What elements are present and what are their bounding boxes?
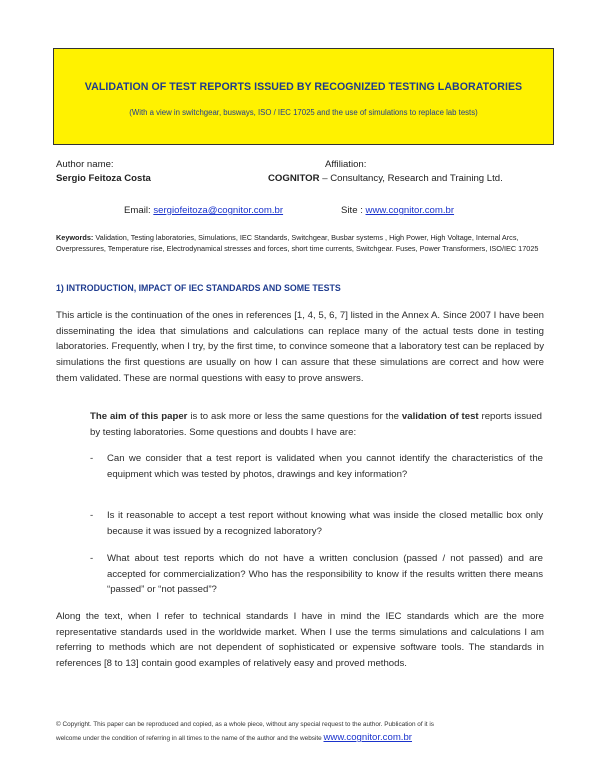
bullet-marker: - (90, 453, 94, 464)
keywords-text: Validation, Testing laboratories, Simulations, IEC Standards, Switchgear, Busbar systems , High Power, High Voltage, Internal Arcs, Overpressures, Temperature rise, Electrodynamical stresses and forces, short time currents, Switchgear. Fuses, Power Transformers, ISO/IEC 17025 (56, 233, 539, 253)
paper-title: VALIDATION OF TEST REPORTS ISSUED BY RECOGNIZED TESTING LABORATORIES (84, 81, 523, 93)
email-line (124, 205, 283, 216)
bullet-marker: - (90, 553, 94, 564)
list-item-text: Is it reasonable to accept a test report without knowing what was inside the closed metallic box only because it was issued by a recognized laboratory? (107, 510, 543, 537)
email-link[interactable]: sergiofeitoza@cognitor.com.br (153, 205, 284, 216)
standards-paragraph: Along the text, when I refer to technical standards I have in mind the IEC standards which are the more representative standards used in the worldwide market. When I use the terms simulations and calculations I am referring to methods which are not dependent of sophisticated or expensive software tools. The standards in references [8 to 13] contain good examples of relatively easy and proved methods. (56, 611, 544, 670)
footer-line-1: © Copyright. This paper can be reproduced and copied, as a whole piece, without any special request to the author. Publication of it is (56, 721, 434, 728)
author-name: Sergio Feitoza Costa (56, 173, 151, 184)
aim-rest: reports issued by testing laboratories. Some questions and doubts I have are: (90, 411, 542, 438)
footer-line-2-text: welcome under the condition of referring in all times to the name of the author and the website (56, 735, 324, 742)
affiliation-label: Affiliation: (325, 159, 367, 170)
footer-site-link[interactable]: www.cognitor.com.br (323, 732, 413, 743)
footer (56, 718, 548, 745)
section-heading: 1) INTRODUCTION, IMPACT OF IEC STANDARDS AND SOME TESTS (56, 283, 341, 293)
affiliation-text (268, 173, 503, 184)
list-item-text: What about test reports which do not have a written conclusion (passed / not passed) and are accepted for commercialization? Who has the responsibility to know if the results written there means “passed” or “not passed”? (107, 553, 543, 596)
title-box (53, 48, 554, 145)
site-label: Site : (341, 205, 366, 216)
list-item-text: Can we consider that a test report is validated when you cannot identify the characteristics of the equipment which was tested by photos, drawings and key information? (107, 453, 543, 480)
affiliation-desc: – Consultancy, Research and Training Ltd. (319, 173, 503, 184)
aim-bold-2: validation of test (401, 411, 479, 422)
affiliation-org: COGNITOR (268, 173, 320, 184)
keywords-label: Keywords: (56, 233, 94, 242)
email-label: Email: (124, 205, 154, 216)
site-link[interactable]: www.cognitor.com.br (365, 205, 455, 216)
author-label: Author name: (56, 159, 114, 170)
aim-bold: The aim of this paper (90, 411, 188, 422)
paper-subtitle: (With a view in switchgear, busways, ISO / IEC 17025 and the use of simulations to replace lab tests) (129, 108, 478, 117)
aim-mid: is to ask more or less the same questions for the (187, 411, 402, 422)
bullet-marker: - (90, 510, 94, 521)
aim-paragraph (90, 409, 542, 440)
keywords (56, 233, 548, 254)
footer-line-2 (56, 731, 548, 745)
site-line (341, 205, 454, 216)
intro-paragraph: This article is the continuation of the ones in references [1, 4, 5, 6, 7] listed in the Annex A. Since 2007 I have been disseminating the idea that simulations and calculations can replace many of the actual tests done in testing laboratories. Frequently, when I try, by the first time, to convince someone that a laboratory test can be replaced by simulations the first questions are usually on how I can assure that these simulations are correct and how were them validated. These are normal questions with easy to prove answers. (56, 310, 544, 384)
